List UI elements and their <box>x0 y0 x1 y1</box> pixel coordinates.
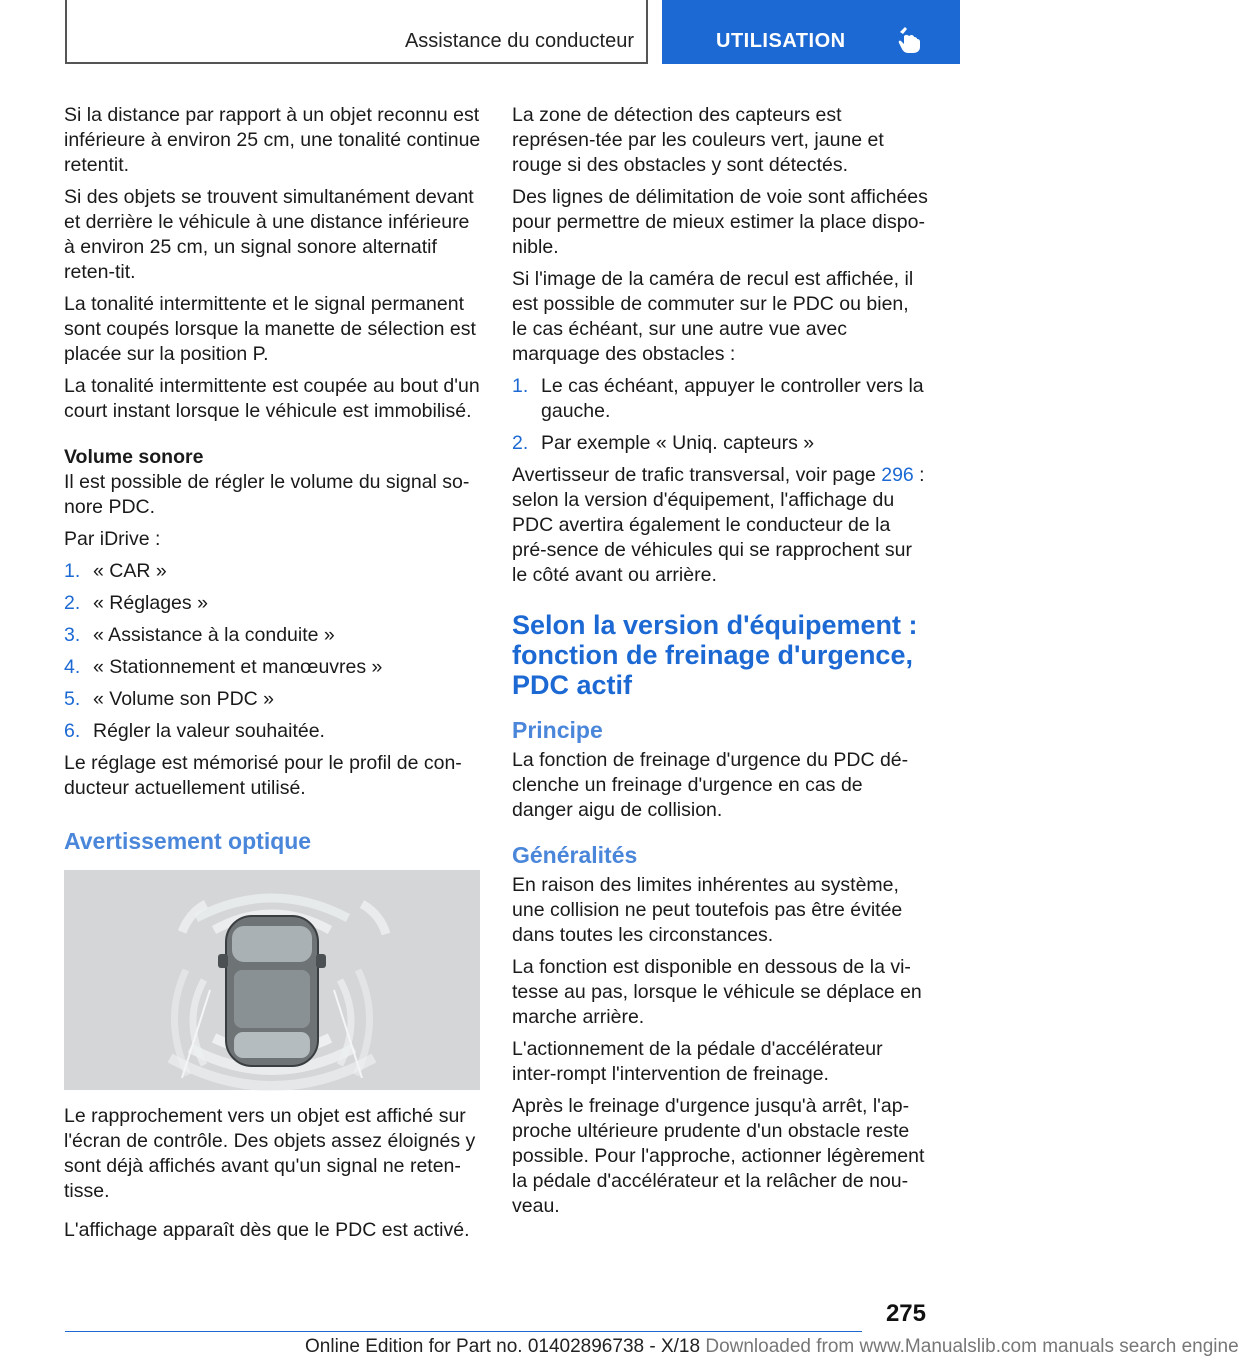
header-section-title: Assistance du conducteur <box>404 30 634 52</box>
header-section-box <box>65 0 648 64</box>
step-text: « Assistance à la conduite » <box>93 624 335 646</box>
right-paragraph-2: Des lignes de délimitation de voie sont affichées pour permettre de mieux estimer la place dispo‐nible. <box>512 186 928 258</box>
main-section-heading: Selon la version d'équipement : fonction de freinage d'urgence, PDC actif <box>512 610 918 700</box>
left-paragraph-7: Le réglage est mémorisé pour le profil de con‐ducteur actuellement utilisé. <box>64 752 462 799</box>
left-paragraph-8: Le rapprochement vers un objet est affiché sur l'écran de contrôle. Des objets assez éloignés y sont déjà affichés avant qu'un signal ne reten‐tisse. <box>64 1105 476 1202</box>
footer-edition <box>305 1336 1239 1358</box>
step-number: 4. <box>64 656 81 678</box>
left-paragraph-3: La tonalité intermittente et le signal permanent sont coupés lorsque la manette de sélection est placée sur la position P. <box>64 293 476 365</box>
step-text: Par exemple « Uniq. capteurs » <box>541 432 815 454</box>
cross-ref-text-after: : selon la version d'équipement, l'affichage du PDC avertira également le conducteur de la pré‐sence de véhicules qui se rapprochent sur le côté avant ou arrière. <box>512 464 925 586</box>
list-item <box>64 719 482 744</box>
header-chapter-tab <box>662 0 960 64</box>
left-paragraph-1: Si la distance par rapport à un objet reconnu est inférieure à environ 25 cm, une tonalité continue retentit. <box>64 104 481 176</box>
right-paragraph-7: La fonction est disponible en dessous de la vi‐tesse au pas, lorsque le véhicule se déplace en marche arrière. <box>512 956 922 1028</box>
list-item <box>64 591 482 616</box>
general-heading: Généralités <box>512 842 638 868</box>
volume-heading: Volume sonore <box>64 446 204 468</box>
idrive-steps-list <box>64 559 482 744</box>
step-text: Le cas échéant, appuyer le controller vers la gauche. <box>541 375 924 422</box>
list-item <box>64 655 482 680</box>
step-text: « Stationnement et manœuvres » <box>93 656 383 678</box>
left-paragraph-6: Par iDrive : <box>64 528 161 550</box>
step-text: Régler la valeur souhaitée. <box>93 720 325 742</box>
step-text: « Volume son PDC » <box>93 688 275 710</box>
footer-edition-text: Online Edition for Part no. 01402896738 - X/18 <box>305 1336 701 1357</box>
right-paragraph-4 <box>512 463 928 588</box>
principle-heading: Principe <box>512 717 603 743</box>
right-paragraph-6: En raison des limites inhérentes au système, une collision ne peut toutefois pas être évitée dans toutes les circonstances. <box>512 874 903 946</box>
list-item <box>512 374 928 424</box>
left-column <box>64 103 482 1250</box>
left-paragraph-9: L'affichage apparaît dès que le PDC est activé. <box>64 1219 470 1241</box>
list-item <box>64 623 482 648</box>
page-number: 275 <box>885 1300 926 1327</box>
list-item <box>512 431 928 456</box>
page-link-296[interactable]: 296 <box>881 464 914 486</box>
list-item <box>64 559 482 584</box>
right-paragraph-3: Si l'image de la caméra de recul est affichée, il est possible de commuter sur le PDC ou bien, le cas échéant, sur une autre vue avec marquage des obstacles : <box>512 268 914 365</box>
step-number: 3. <box>64 624 81 646</box>
right-paragraph-8: L'actionnement de la pédale d'accélérateur inter‐rompt l'intervention de freinage. <box>512 1038 883 1085</box>
footer-watermark: Downloaded from www.Manualslib.com manuals search engine <box>705 1336 1239 1357</box>
parking-sensor-car-illustration <box>64 870 480 1090</box>
step-number: 2. <box>64 592 81 614</box>
footer-divider <box>65 1331 862 1332</box>
step-number: 2. <box>512 432 529 454</box>
left-paragraph-4: La tonalité intermittente est coupée au bout d'un court instant lorsque le véhicule est immobilisé. <box>64 375 480 422</box>
left-paragraph-2: Si des objets se trouvent simultanément devant et derrière le véhicule à une distance inférieure à environ 25 cm, un signal sonore alternatif reten‐tit. <box>64 186 474 283</box>
step-number: 6. <box>64 720 81 742</box>
right-paragraph-9: Après le freinage d'urgence jusqu'à arrêt, l'ap‐proche ultérieure prudente d'un obstacle reste possible. Pour l'approche, actionner légèrement la pédale d'accélérateur et la relâcher de nou‐veau. <box>512 1095 925 1217</box>
step-text: « Réglages » <box>93 592 208 614</box>
view-switch-steps-list <box>512 374 928 456</box>
right-column <box>512 103 928 1226</box>
step-number: 1. <box>512 375 529 397</box>
hand-pointer-icon <box>896 26 922 54</box>
left-paragraph-5: Il est possible de régler le volume du signal so‐nore PDC. <box>64 471 470 518</box>
right-paragraph-1: La zone de détection des capteurs est représen‐tée par les couleurs vert, jaune et rouge si des obstacles y sont détectés. <box>512 104 884 176</box>
right-paragraph-5: La fonction de freinage d'urgence du PDC dé‐clenche un freinage d'urgence en cas de danger aigu de collision. <box>512 749 909 821</box>
step-number: 1. <box>64 560 81 582</box>
header-chapter-label: UTILISATION <box>716 30 846 52</box>
step-number: 5. <box>64 688 81 710</box>
cross-ref-text-before: Avertisseur de trafic transversal, voir page <box>512 464 882 486</box>
list-item <box>64 687 482 712</box>
optical-warning-heading: Avertissement optique <box>64 828 312 854</box>
step-text: « CAR » <box>93 560 167 582</box>
